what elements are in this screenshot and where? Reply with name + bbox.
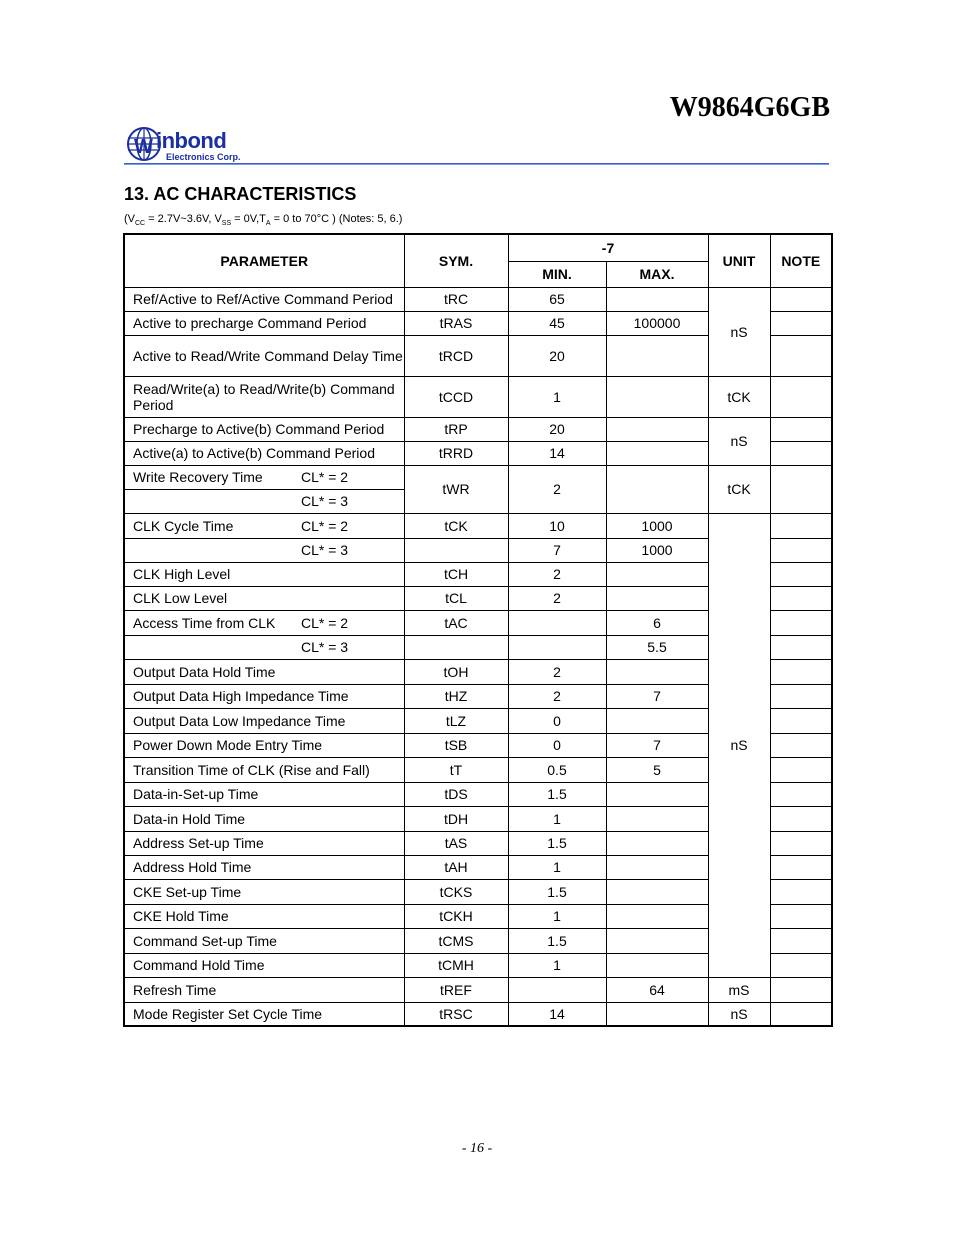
table-row: Mode Register Set Cycle Time tRSC 14 nS [124,1002,832,1026]
note-cell [770,1002,832,1026]
note-cell [770,733,832,757]
table-row: CLK Low Level tCL 2 [124,586,832,610]
note-cell [770,879,832,904]
header-note: NOTE [770,234,832,287]
note-cell [770,855,832,879]
note-cell [770,376,832,417]
unit-cell: mS [708,977,770,1002]
table-row: Access Time from CLK CL* = 2 tAC 6 [124,610,832,635]
logo-brand-text: inbond [156,128,227,153]
table-row: Transition Time of CLK (Rise and Fall) tT 0.5 5 [124,757,832,782]
note-cell [770,831,832,855]
winbond-logo [126,126,256,166]
table-row: CL* = 3 7 1000 [124,538,832,562]
note-cell [770,562,832,586]
table-row: CL* = 3 [124,489,832,513]
operating-conditions: ($V_{CC}$ = 2.7V~3.6V, $V_{SS} = 0V,T_A = 0$ to 70°C ) (Notes: 5, 6.) [124,213,403,228]
header-max: MAX. [606,261,708,287]
note-cell [770,335,832,376]
section-title: 13. AC CHARACTERISTICS [124,184,357,204]
table-row: Output Data Low Impedance Time tLZ 0 [124,708,832,733]
note-cell [770,513,832,538]
note-cell [770,610,832,635]
note-cell [770,311,832,335]
page-number: - 16 - [461,1141,493,1156]
note-cell [770,441,832,465]
note-cell [770,586,832,610]
note-cell [770,635,832,659]
table-row: Write Recovery Time CL* = 2 tWR 2 tCK [124,465,832,489]
sym-cell: tWR [404,465,508,513]
table-row: Active to Read/Write Command Delay Time tRCD 20 [124,335,832,376]
part-number: W9864G6GB [669,92,830,123]
note-cell [770,757,832,782]
header-parameter: PARAMETER [124,234,404,287]
table-row: Read/Write(a) to Read/Write(b) Command Period tCCD 1 tCK [124,376,832,417]
note-cell [770,287,832,311]
table-row: Data-in-Set-up Time tDS 1.5 [124,782,832,806]
header-rule [124,163,829,165]
unit-cell: nS [708,287,770,376]
table-row: Command Hold Time tCMH 1 [124,953,832,977]
table-row: CLK High Level tCH 2 [124,562,832,586]
unit-cell: tCK [708,465,770,513]
table-row: Active to precharge Command Period tRAS 45 100000 [124,311,832,335]
table-row: Data-in Hold Time tDH 1 [124,806,832,831]
note-cell [770,782,832,806]
note-cell [770,806,832,831]
note-cell [770,904,832,928]
max-cell [606,465,708,513]
table-row: Command Set-up Time tCMS 1.5 [124,928,832,953]
note-cell [770,928,832,953]
table-row: Output Data Hold Time tOH 2 [124,659,832,684]
min-cell: 2 [508,465,606,513]
table-row: Refresh Time tREF 64 mS [124,977,832,1002]
header-sym: SYM. [404,234,508,287]
note-cell [770,977,832,1002]
svg-text:W: W [134,136,153,158]
table-row: Active(a) to Active(b) Command Period tRRD 14 [124,441,832,465]
table-row: Power Down Mode Entry Time tSB 0 7 [124,733,832,757]
table-row: CLK Cycle Time CL* = 2 tCK 10 1000 nS [124,513,832,538]
table-row: Output Data High Impedance Time tHZ 2 7 [124,684,832,708]
table-row: Ref/Active to Ref/Active Command Period tRC 65 nS [124,287,832,311]
note-cell [770,684,832,708]
logo-subtitle: Electronics Corp. [166,152,241,162]
table-row: Precharge to Active(b) Command Period tRP 20 nS [124,417,832,441]
unit-cell: nS [708,417,770,465]
note-cell [770,417,832,441]
table-row: CL* = 3 5.5 [124,635,832,659]
note-cell [770,659,832,684]
note-cell [770,465,832,513]
header-min: MIN. [508,261,606,287]
unit-cell: tCK [708,376,770,417]
table-row: Address Hold Time tAH 1 [124,855,832,879]
table-row: CKE Set-up Time tCKS 1.5 [124,879,832,904]
table-row: Address Set-up Time tAS 1.5 [124,831,832,855]
note-cell [770,708,832,733]
header-unit: UNIT [708,234,770,287]
ac-characteristics-table [123,233,833,1027]
table-row: CKE Hold Time tCKH 1 [124,904,832,928]
note-cell [770,953,832,977]
unit-cell: nS [708,1002,770,1026]
note-cell [770,538,832,562]
header-speed-grade: -7 [508,234,708,261]
unit-cell: nS [708,513,770,977]
